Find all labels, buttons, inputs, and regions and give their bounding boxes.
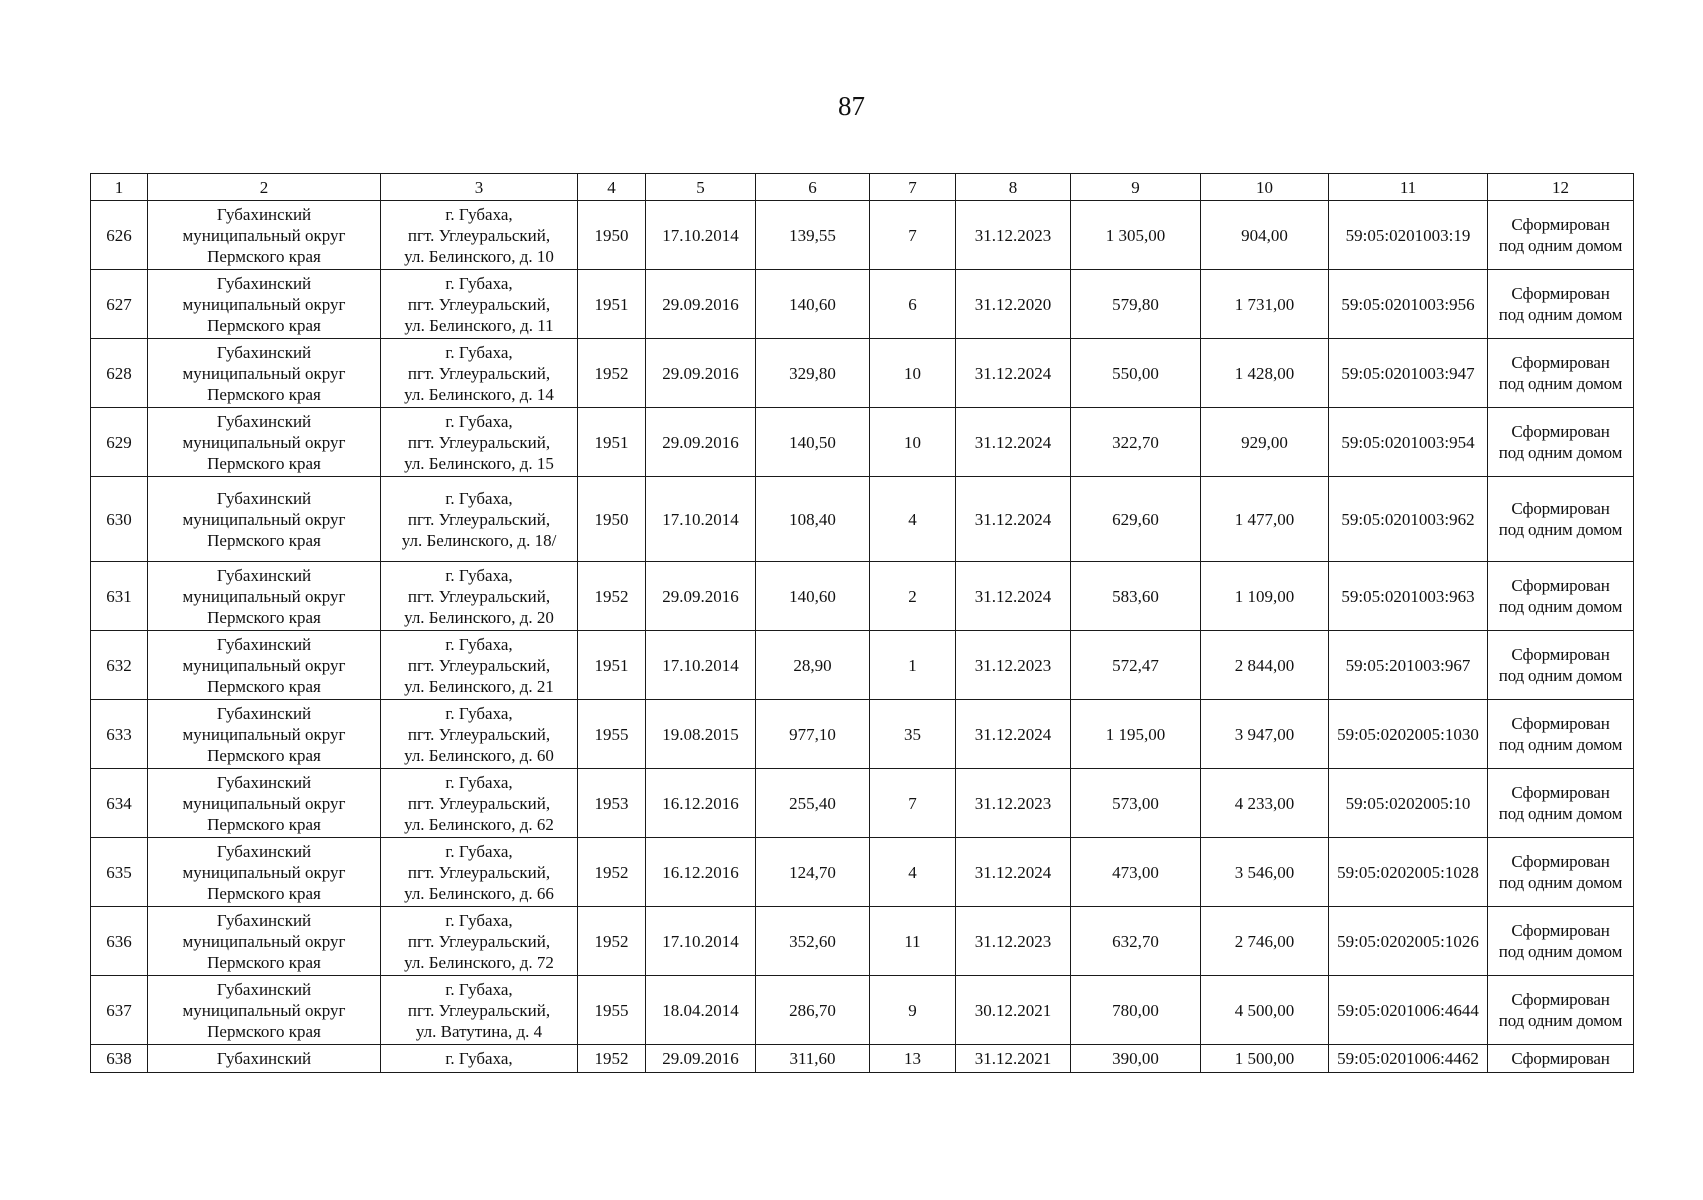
status-cell [1488, 700, 1634, 769]
municipality-cell-line: Пермского края [207, 530, 321, 550]
deadline-cell: 31.12.2024 [956, 700, 1071, 769]
address-cell-line: пгт. Углеуральский, [407, 1000, 551, 1020]
area-cell: 140,60 [756, 270, 870, 339]
date-cell: 16.12.2016 [646, 769, 756, 838]
address-cell-line: г. Губаха, [445, 703, 513, 723]
address-cell-line: ул. Белинского, д. 72 [404, 952, 554, 972]
residents-cell: 10 [870, 408, 956, 477]
area-cell: 140,60 [756, 562, 870, 631]
date-cell: 18.04.2014 [646, 976, 756, 1045]
area-cell: 28,90 [756, 631, 870, 700]
municipality-cell [148, 631, 381, 700]
municipality-cell-line: муниципальный округ [182, 931, 346, 951]
date-cell: 17.10.2014 [646, 477, 756, 562]
municipality-cell-line: муниципальный округ [182, 509, 346, 529]
address-cell-line: г. Губаха, [445, 979, 513, 999]
municipality-cell-line: Губахинский [216, 979, 312, 999]
municipality-cell [148, 976, 381, 1045]
v10-cell: 4 500,00 [1201, 976, 1329, 1045]
deadline-cell: 31.12.2024 [956, 339, 1071, 408]
v9-cell: 390,00 [1071, 1045, 1201, 1073]
table-body [91, 201, 1634, 1073]
column-header: 4 [578, 174, 646, 201]
status-cell-line: под одним домом [1498, 597, 1623, 616]
municipality-cell [148, 339, 381, 408]
cadastral-cell: 59:05:0202005:10 [1329, 769, 1488, 838]
address-cell-line: ул. Белинского, д. 21 [404, 676, 554, 696]
row-number-cell: 627 [91, 270, 148, 339]
residents-cell: 13 [870, 1045, 956, 1073]
table-row [91, 562, 1634, 631]
column-header: 2 [148, 174, 381, 201]
v10-cell: 929,00 [1201, 408, 1329, 477]
address-cell [381, 907, 578, 976]
address-cell-line: пгт. Углеуральский, [407, 509, 551, 529]
status-cell-line: под одним домом [1498, 804, 1623, 823]
year-cell: 1951 [578, 408, 646, 477]
cadastral-cell: 59:05:0201006:4462 [1329, 1045, 1488, 1073]
status-cell-line: Сформирован [1511, 284, 1610, 303]
address-cell-line: пгт. Углеуральский, [407, 586, 551, 606]
table-row [91, 631, 1634, 700]
v9-cell: 550,00 [1071, 339, 1201, 408]
column-header: 9 [1071, 174, 1201, 201]
date-cell: 29.09.2016 [646, 270, 756, 339]
column-header: 3 [381, 174, 578, 201]
column-header: 7 [870, 174, 956, 201]
municipality-cell [148, 907, 381, 976]
year-cell: 1955 [578, 700, 646, 769]
date-cell: 17.10.2014 [646, 201, 756, 270]
row-number-cell: 637 [91, 976, 148, 1045]
table-row [91, 270, 1634, 339]
municipality-cell [148, 700, 381, 769]
status-cell-line: Сформирован [1511, 852, 1610, 871]
v10-cell: 904,00 [1201, 201, 1329, 270]
address-cell [381, 631, 578, 700]
residents-cell: 6 [870, 270, 956, 339]
municipality-cell-line: Губахинский [216, 910, 312, 930]
area-cell: 352,60 [756, 907, 870, 976]
status-cell-line: Сформирован [1511, 714, 1610, 733]
deadline-cell: 31.12.2024 [956, 477, 1071, 562]
deadline-cell: 31.12.2023 [956, 769, 1071, 838]
municipality-cell-line: Губахинский [216, 565, 312, 585]
area-cell: 124,70 [756, 838, 870, 907]
address-cell [381, 201, 578, 270]
v9-cell: 572,47 [1071, 631, 1201, 700]
address-cell [381, 408, 578, 477]
page-number: 87 [838, 91, 865, 121]
address-cell-line: ул. Белинского, д. 11 [404, 315, 554, 335]
status-cell-line: Сформирован [1511, 1049, 1610, 1068]
status-cell [1488, 631, 1634, 700]
v9-cell: 629,60 [1071, 477, 1201, 562]
municipality-cell [148, 201, 381, 270]
municipality-cell-line: Пермского края [207, 384, 321, 404]
v10-cell: 1 500,00 [1201, 1045, 1329, 1073]
municipality-cell-line: муниципальный округ [182, 1000, 346, 1020]
area-cell: 108,40 [756, 477, 870, 562]
v10-cell: 4 233,00 [1201, 769, 1329, 838]
address-cell [381, 769, 578, 838]
cadastral-cell: 59:05:0201003:963 [1329, 562, 1488, 631]
deadline-cell: 31.12.2020 [956, 270, 1071, 339]
address-cell [381, 976, 578, 1045]
year-cell: 1952 [578, 562, 646, 631]
status-cell-line: Сформирован [1511, 499, 1610, 518]
address-cell [381, 700, 578, 769]
status-cell [1488, 1045, 1634, 1073]
municipality-cell-line: Пермского края [207, 246, 321, 266]
year-cell: 1951 [578, 631, 646, 700]
v10-cell: 2 844,00 [1201, 631, 1329, 700]
area-cell: 977,10 [756, 700, 870, 769]
residents-cell: 11 [870, 907, 956, 976]
year-cell: 1952 [578, 339, 646, 408]
address-cell-line: ул. Белинского, д. 14 [404, 384, 554, 404]
column-header: 1 [91, 174, 148, 201]
address-cell-line: пгт. Углеуральский, [407, 793, 551, 813]
address-cell-line: пгт. Углеуральский, [407, 432, 551, 452]
municipality-cell-line: Губахинский [216, 772, 312, 792]
status-cell-line: под одним домом [1498, 236, 1623, 255]
status-cell [1488, 769, 1634, 838]
status-cell-line: Сформирован [1511, 576, 1610, 595]
cadastral-cell: 59:05:0201006:4644 [1329, 976, 1488, 1045]
v9-cell: 1 195,00 [1071, 700, 1201, 769]
municipality-cell-line: Пермского края [207, 745, 321, 765]
municipality-cell-line: Губахинский [216, 488, 312, 508]
area-cell: 311,60 [756, 1045, 870, 1073]
row-number-cell: 626 [91, 201, 148, 270]
status-cell [1488, 976, 1634, 1045]
residents-cell: 7 [870, 769, 956, 838]
v10-cell: 3 947,00 [1201, 700, 1329, 769]
address-cell-line: пгт. Углеуральский, [407, 225, 551, 245]
cadastral-cell: 59:05:0201003:954 [1329, 408, 1488, 477]
area-cell: 140,50 [756, 408, 870, 477]
residents-cell: 7 [870, 201, 956, 270]
deadline-cell: 30.12.2021 [956, 976, 1071, 1045]
address-cell-line: г. Губаха, [445, 841, 513, 861]
row-number-cell: 631 [91, 562, 148, 631]
table-row [91, 976, 1634, 1045]
municipality-cell-line: Пермского края [207, 952, 321, 972]
status-cell-line: Сформирован [1511, 422, 1610, 441]
row-number-cell: 628 [91, 339, 148, 408]
status-cell [1488, 838, 1634, 907]
area-cell: 139,55 [756, 201, 870, 270]
address-cell-line: ул. Белинского, д. 10 [404, 246, 554, 266]
municipality-cell-line: Губахинский [216, 273, 312, 293]
municipality-cell [148, 562, 381, 631]
address-cell [381, 838, 578, 907]
municipality-cell-line: Пермского края [207, 453, 321, 473]
row-number-cell: 634 [91, 769, 148, 838]
cadastral-cell: 59:05:0201003:962 [1329, 477, 1488, 562]
municipality-cell-line: муниципальный округ [182, 793, 346, 813]
v9-cell: 322,70 [1071, 408, 1201, 477]
v9-cell: 632,70 [1071, 907, 1201, 976]
municipality-cell-line: муниципальный округ [182, 862, 346, 882]
address-cell-line: ул. Белинского, д. 15 [404, 453, 554, 473]
table-row [91, 838, 1634, 907]
residents-cell: 2 [870, 562, 956, 631]
residents-cell: 1 [870, 631, 956, 700]
date-cell: 17.10.2014 [646, 631, 756, 700]
v9-cell: 1 305,00 [1071, 201, 1201, 270]
v10-cell: 1 109,00 [1201, 562, 1329, 631]
status-cell [1488, 477, 1634, 562]
municipality-cell-line: Пермского края [207, 1021, 321, 1041]
date-cell: 29.09.2016 [646, 339, 756, 408]
housing-registry-table [90, 173, 1634, 1073]
table-row [91, 339, 1634, 408]
v9-cell: 573,00 [1071, 769, 1201, 838]
status-cell [1488, 408, 1634, 477]
deadline-cell: 31.12.2023 [956, 907, 1071, 976]
v9-cell: 780,00 [1071, 976, 1201, 1045]
v10-cell: 1 428,00 [1201, 339, 1329, 408]
year-cell: 1952 [578, 1045, 646, 1073]
status-cell-line: под одним домом [1498, 735, 1623, 754]
municipality-cell-line: Губахинский [216, 1049, 312, 1068]
municipality-cell-line: муниципальный округ [182, 655, 346, 675]
municipality-cell-line: Пермского края [207, 814, 321, 834]
row-number-cell: 633 [91, 700, 148, 769]
date-cell: 16.12.2016 [646, 838, 756, 907]
status-cell [1488, 270, 1634, 339]
cadastral-cell: 59:05:0201003:956 [1329, 270, 1488, 339]
v9-cell: 579,80 [1071, 270, 1201, 339]
cadastral-cell: 59:05:0202005:1030 [1329, 700, 1488, 769]
v10-cell: 3 546,00 [1201, 838, 1329, 907]
deadline-cell: 31.12.2021 [956, 1045, 1071, 1073]
status-cell-line: под одним домом [1498, 666, 1623, 685]
column-header: 8 [956, 174, 1071, 201]
status-cell-line: под одним домом [1498, 1011, 1623, 1030]
municipality-cell-line: муниципальный округ [182, 586, 346, 606]
municipality-cell [148, 1045, 381, 1073]
area-cell: 255,40 [756, 769, 870, 838]
municipality-cell-line: муниципальный округ [182, 225, 346, 245]
area-cell: 286,70 [756, 976, 870, 1045]
status-cell-line: Сформирован [1511, 783, 1610, 802]
status-cell-line: под одним домом [1498, 374, 1623, 393]
year-cell: 1951 [578, 270, 646, 339]
area-cell: 329,80 [756, 339, 870, 408]
municipality-cell-line: Губахинский [216, 342, 312, 362]
status-cell-line: Сформирован [1511, 645, 1610, 664]
status-cell [1488, 201, 1634, 270]
municipality-cell-line: Пермского края [207, 607, 321, 627]
table-row [91, 1045, 1634, 1073]
status-cell-line: под одним домом [1498, 873, 1623, 892]
row-number-cell: 636 [91, 907, 148, 976]
municipality-cell-line: муниципальный округ [182, 432, 346, 452]
address-cell-line: г. Губаха, [445, 772, 513, 792]
municipality-cell-line: Губахинский [216, 204, 312, 224]
row-number-cell: 629 [91, 408, 148, 477]
status-cell-line: Сформирован [1511, 215, 1610, 234]
status-cell [1488, 907, 1634, 976]
address-cell-line: ул. Белинского, д. 62 [404, 814, 554, 834]
municipality-cell [148, 769, 381, 838]
address-cell-line: пгт. Углеуральский, [407, 363, 551, 383]
column-header: 6 [756, 174, 870, 201]
address-cell-line: г. Губаха, [445, 565, 513, 585]
row-number-cell: 638 [91, 1045, 148, 1073]
deadline-cell: 31.12.2024 [956, 562, 1071, 631]
residents-cell: 4 [870, 477, 956, 562]
address-cell-line: ул. Белинского, д. 20 [404, 607, 554, 627]
year-cell: 1950 [578, 201, 646, 270]
residents-cell: 4 [870, 838, 956, 907]
status-cell-line: Сформирован [1511, 921, 1610, 940]
address-cell [381, 339, 578, 408]
address-cell-line: г. Губаха, [445, 273, 513, 293]
date-cell: 29.09.2016 [646, 1045, 756, 1073]
date-cell: 29.09.2016 [646, 408, 756, 477]
column-header: 11 [1329, 174, 1488, 201]
row-number-cell: 630 [91, 477, 148, 562]
municipality-cell-line: Губахинский [216, 411, 312, 431]
address-cell-line: пгт. Углеуральский, [407, 655, 551, 675]
municipality-cell [148, 477, 381, 562]
status-cell-line: Сформирован [1511, 990, 1610, 1009]
year-cell: 1952 [578, 838, 646, 907]
row-number-cell: 632 [91, 631, 148, 700]
table-row [91, 477, 1634, 562]
address-cell-line: пгт. Углеуральский, [407, 931, 551, 951]
residents-cell: 10 [870, 339, 956, 408]
year-cell: 1952 [578, 907, 646, 976]
municipality-cell [148, 270, 381, 339]
v9-cell: 583,60 [1071, 562, 1201, 631]
municipality-cell-line: Губахинский [216, 841, 312, 861]
deadline-cell: 31.12.2024 [956, 838, 1071, 907]
cadastral-cell: 59:05:0202005:1028 [1329, 838, 1488, 907]
table-row [91, 408, 1634, 477]
column-header: 10 [1201, 174, 1329, 201]
municipality-cell-line: Пермского края [207, 676, 321, 696]
residents-cell: 9 [870, 976, 956, 1045]
column-number-row [91, 174, 1634, 201]
deadline-cell: 31.12.2023 [956, 631, 1071, 700]
municipality-cell-line: Пермского края [207, 883, 321, 903]
residents-cell: 35 [870, 700, 956, 769]
v9-cell: 473,00 [1071, 838, 1201, 907]
column-header: 12 [1488, 174, 1634, 201]
table-row [91, 700, 1634, 769]
year-cell: 1955 [578, 976, 646, 1045]
v10-cell: 1 731,00 [1201, 270, 1329, 339]
column-header: 5 [646, 174, 756, 201]
cadastral-cell: 59:05:0201003:947 [1329, 339, 1488, 408]
status-cell-line: под одним домом [1498, 305, 1623, 324]
status-cell [1488, 339, 1634, 408]
address-cell [381, 270, 578, 339]
address-cell [381, 562, 578, 631]
date-cell: 17.10.2014 [646, 907, 756, 976]
address-cell-line: ул. Белинского, д. 18/ [401, 530, 557, 550]
status-cell-line: Сформирован [1511, 353, 1610, 372]
municipality-cell-line: Пермского края [207, 315, 321, 335]
address-cell-line: г. Губаха, [445, 1049, 513, 1068]
municipality-cell-line: муниципальный округ [182, 294, 346, 314]
municipality-cell-line: муниципальный округ [182, 363, 346, 383]
address-cell-line: ул. Белинского, д. 60 [404, 745, 554, 765]
cadastral-cell: 59:05:0201003:19 [1329, 201, 1488, 270]
deadline-cell: 31.12.2024 [956, 408, 1071, 477]
address-cell-line: ул. Ватутина, д. 4 [415, 1021, 543, 1041]
cadastral-cell: 59:05:201003:967 [1329, 631, 1488, 700]
municipality-cell-line: Губахинский [216, 703, 312, 723]
address-cell-line: ул. Белинского, д. 66 [404, 883, 554, 903]
status-cell-line: под одним домом [1498, 520, 1623, 539]
row-number-cell: 635 [91, 838, 148, 907]
deadline-cell: 31.12.2023 [956, 201, 1071, 270]
table-row [91, 201, 1634, 270]
table-row [91, 907, 1634, 976]
municipality-cell-line: Губахинский [216, 634, 312, 654]
address-cell-line: пгт. Углеуральский, [407, 724, 551, 744]
address-cell-line: пгт. Углеуральский, [407, 294, 551, 314]
address-cell [381, 477, 578, 562]
address-cell-line: г. Губаха, [445, 488, 513, 508]
address-cell-line: г. Губаха, [445, 411, 513, 431]
address-cell-line: г. Губаха, [445, 204, 513, 224]
table-row [91, 769, 1634, 838]
year-cell: 1950 [578, 477, 646, 562]
v10-cell: 1 477,00 [1201, 477, 1329, 562]
address-cell-line: пгт. Углеуральский, [407, 862, 551, 882]
status-cell-line: под одним домом [1498, 942, 1623, 961]
status-cell [1488, 562, 1634, 631]
status-cell-line: под одним домом [1498, 443, 1623, 462]
cadastral-cell: 59:05:0202005:1026 [1329, 907, 1488, 976]
municipality-cell [148, 838, 381, 907]
v10-cell: 2 746,00 [1201, 907, 1329, 976]
address-cell [381, 1045, 578, 1073]
address-cell-line: г. Губаха, [445, 910, 513, 930]
date-cell: 29.09.2016 [646, 562, 756, 631]
address-cell-line: г. Губаха, [445, 342, 513, 362]
address-cell-line: г. Губаха, [445, 634, 513, 654]
municipality-cell-line: муниципальный округ [182, 724, 346, 744]
municipality-cell [148, 408, 381, 477]
year-cell: 1953 [578, 769, 646, 838]
date-cell: 19.08.2015 [646, 700, 756, 769]
